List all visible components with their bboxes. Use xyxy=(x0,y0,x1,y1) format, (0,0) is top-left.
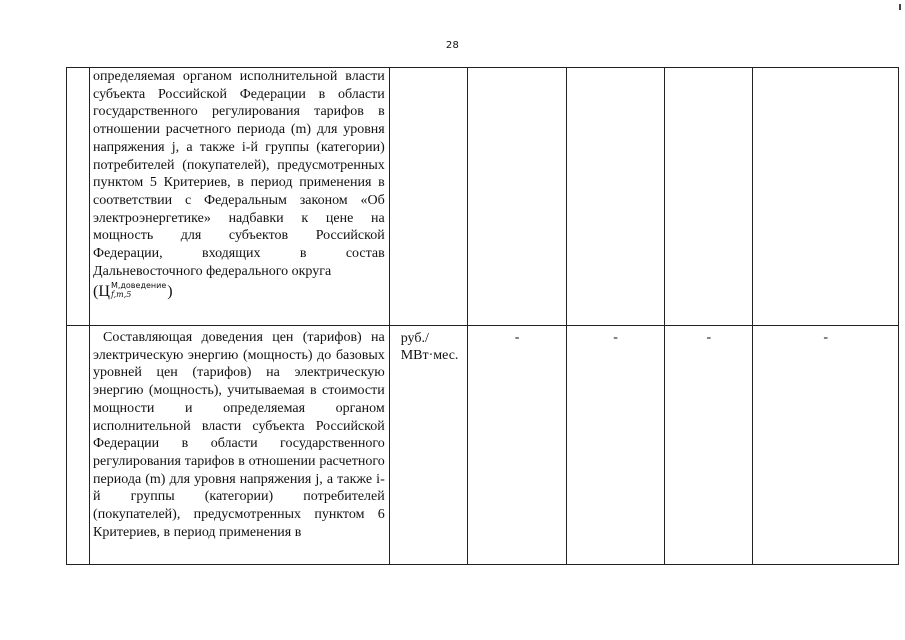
scan-mark xyxy=(899,4,901,10)
desc-line: области государственного регулирования xyxy=(93,436,385,469)
desc-line: (m) для уровня напряжения j, а также i-й xyxy=(93,122,385,155)
desc-line: Дальневосточного федерального округа xyxy=(93,263,332,279)
desc-line: (m) для уровня напряжения j, а также i-й xyxy=(93,471,385,505)
desc-line: мощность для субъектов Российской xyxy=(93,228,385,244)
unit-cell xyxy=(389,68,468,326)
table-row xyxy=(67,326,899,565)
desc-line: на электрическую энергию (мощность) до xyxy=(93,330,385,363)
row2-description xyxy=(90,326,389,541)
value-dash: - xyxy=(613,330,618,345)
value-cell xyxy=(468,68,566,326)
desc-line: (покупателей), предусмотренных пунктом xyxy=(93,507,365,523)
row-number-cell xyxy=(67,326,90,565)
desc-line: области государственного регулирования xyxy=(93,86,385,120)
desc-line: власти субъекта Российской Федерации в xyxy=(93,418,385,452)
desc-line: электроэнергетике» надбавки к цене на xyxy=(93,210,385,226)
desc-line: определяемая органом исполнительной xyxy=(93,400,385,434)
desc-line: Федерации, входящих в состав xyxy=(93,246,385,262)
desc-line: учитываемая в стоимости мощности и xyxy=(93,383,385,416)
formula-subscript: f,m,5 xyxy=(110,290,132,300)
tariff-table xyxy=(66,67,899,565)
desc-line: тарифов в отношении расчетного периода xyxy=(93,104,385,138)
desc-line: электрическую энергию (мощность), xyxy=(93,365,385,399)
description-cell xyxy=(90,326,390,565)
desc-line: группы (категории) потребителей xyxy=(130,489,385,505)
desc-line: определяемая органом исполнительной xyxy=(93,69,338,84)
value-dash: - xyxy=(823,330,828,345)
unit-line: руб./ xyxy=(400,331,429,346)
value-cell xyxy=(566,68,664,326)
desc-line: тарифов в отношении расчетного периода xyxy=(93,453,385,487)
page-number: 28 xyxy=(445,40,460,51)
unit-cell xyxy=(389,326,468,565)
unit-line: МВт·мес. xyxy=(400,348,459,363)
value-cell xyxy=(753,68,899,326)
desc-line: 6 Критериев, в период применения в xyxy=(93,507,385,540)
value-cell xyxy=(753,326,899,565)
formula-open: (Ц xyxy=(93,282,110,300)
value-cell xyxy=(468,326,566,565)
value-cell xyxy=(665,326,753,565)
table-row xyxy=(67,68,899,326)
desc-line: базовых уровней цен (тарифов) на xyxy=(93,347,385,381)
value-cell xyxy=(566,326,664,565)
formula-superscript: М,доведение xyxy=(110,281,167,291)
value-cell xyxy=(665,68,753,326)
value-dash: - xyxy=(514,330,520,345)
row1-description xyxy=(90,68,389,301)
description-cell xyxy=(90,68,390,326)
formula-close: ) xyxy=(167,282,173,300)
unit-text xyxy=(390,326,468,364)
price-formula xyxy=(93,282,173,300)
desc-line: (покупателей), предусмотренных пунктом xyxy=(93,157,385,191)
desc-line: власти субъекта Российской Федерации в xyxy=(93,69,385,102)
desc-line: 5 Критериев, в период применения в xyxy=(149,175,385,191)
desc-line: группы (категории) потребителей xyxy=(93,139,385,173)
value-dash: - xyxy=(706,330,712,345)
desc-line: соответствии с Федеральным законом «Об xyxy=(93,192,385,208)
row-number-cell xyxy=(67,68,90,326)
desc-line: Составляющая доведения цен (тарифов) xyxy=(103,330,362,345)
